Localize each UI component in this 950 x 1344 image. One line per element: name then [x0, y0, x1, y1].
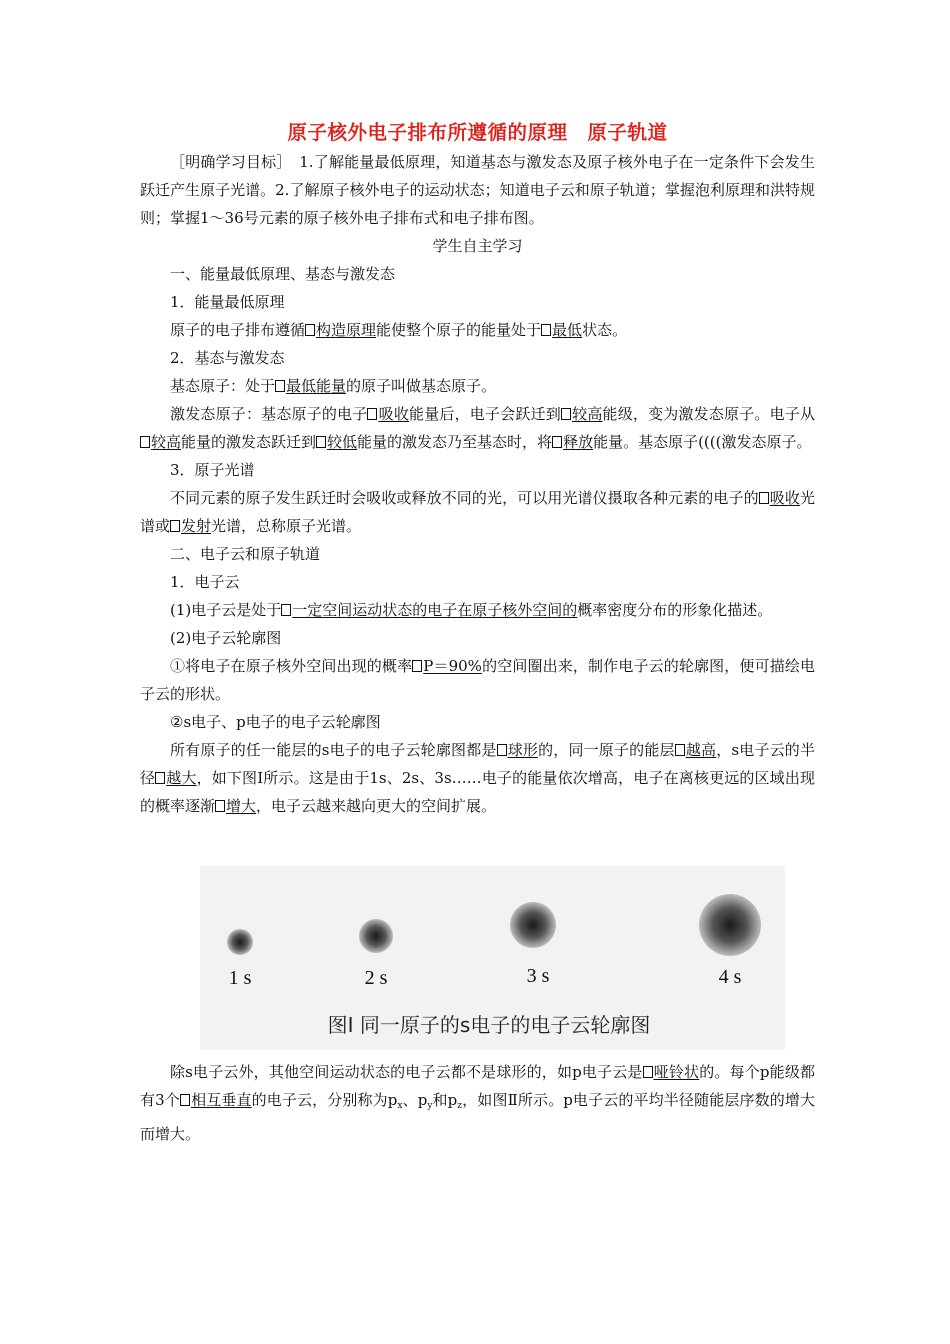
part2-heading: 二、电子云和原子轨道	[170, 545, 321, 563]
page-title: 原子核外电子排布所遵循的原理 原子轨道	[287, 121, 668, 144]
label-1s: 1 s	[228, 967, 252, 989]
paragraph	[140, 372, 815, 400]
text-run: 较低	[327, 433, 358, 451]
text-run: 能量后，电子会跃迁到	[409, 405, 561, 423]
goals-text: 1.了解能量最低原理，知道基态与激发态及原子核外电子在一定条件下会发生跃迁产生原子光谱。2.了解原子核外电子的运动状态；知道电子云和原子轨道；掌握泡利原理和洪特规则；掌握1～36号元素的原子核外电子排布式和电子排布图。	[140, 153, 815, 227]
subheading-cloud-outline: (2)电子云轮廓图	[170, 629, 282, 647]
text-run: ，s电子云的半径	[140, 741, 815, 787]
subheading-ground-excited: 2．基态与激发态	[170, 349, 285, 367]
text-run: 、p	[402, 1091, 428, 1109]
text-run: (1)电子云是处于	[170, 601, 282, 619]
blank-box	[155, 772, 165, 784]
blank-box	[552, 436, 562, 448]
blank-box	[643, 1066, 653, 1078]
text-run: 的原子叫做基态原子。	[346, 377, 497, 395]
part1-heading: 一、能量最低原理、基态与激发态	[170, 265, 396, 283]
label-4s: 4 s	[718, 966, 742, 988]
blank-box	[180, 1094, 190, 1106]
paragraph	[140, 736, 815, 820]
orbital-4s	[699, 894, 761, 956]
text-run: 哑铃状	[653, 1063, 700, 1081]
blank-box	[215, 800, 225, 812]
text-run: 释放	[563, 433, 594, 451]
subheading-s-p-cloud: ②s电子、p电子的电子云轮廓图	[170, 713, 381, 731]
text-run: 光谱或	[140, 489, 815, 535]
text-run: 所有原子的任一能层的s电子的电子云轮廓图都是	[170, 741, 497, 759]
text-run: 状态。	[582, 321, 628, 339]
text-run: 的，同一原子的能层	[538, 741, 675, 759]
paragraph	[140, 484, 815, 540]
text-run: ，电子云越来越向更大的空间扩展。	[256, 797, 497, 815]
blank-box	[367, 408, 377, 420]
text-run: ①将电子在原子核外空间出现的概率	[170, 657, 413, 675]
figure-caption: 图Ⅰ 同一原子的s电子的电子云轮廓图	[327, 1013, 651, 1037]
learning-goals	[140, 148, 815, 232]
text-run: 相互垂直	[190, 1091, 252, 1109]
text-run: 最低能量	[286, 377, 347, 395]
subheading-electron-cloud: 1．电子云	[170, 573, 240, 591]
text-run: 能量的激发态乃至基态时，将	[357, 433, 553, 451]
label-2s: 2 s	[364, 967, 388, 989]
subscript-text: x	[397, 1101, 403, 1111]
blank-box	[281, 604, 291, 616]
subheading-atomic-spectrum: 3．原子光谱	[170, 461, 255, 479]
s-orbital-figure	[200, 866, 785, 1050]
paragraph	[140, 652, 815, 708]
label-3s: 3 s	[526, 965, 550, 987]
subheading-energy-min: 1．能量最低原理	[170, 293, 285, 311]
text-run: 能级，变为激发态原子。电子从	[602, 405, 815, 423]
blank-box	[675, 744, 685, 756]
subscript-text: z	[457, 1101, 463, 1111]
paragraph	[140, 316, 815, 344]
text-run: 能量。基态原子((((激发态原子。	[593, 433, 812, 451]
blank-box	[170, 520, 180, 532]
text-run: 发射	[181, 517, 212, 535]
blank-box	[316, 436, 326, 448]
blank-box	[275, 380, 285, 392]
text-run: ，如图Ⅱ所示。p电子云的平均半径随能层序数的增大而增大。	[140, 1091, 815, 1143]
text-run: 的电子云，分别称为p	[251, 1091, 398, 1109]
blank-box	[412, 660, 422, 672]
text-run: 光谱，总称原子光谱。	[211, 517, 362, 535]
text-run: 基态原子：处于	[170, 377, 276, 395]
text-run: 增大	[226, 797, 257, 815]
text-run: 球形	[507, 741, 539, 759]
text-run: 的。每个p能级都有3个	[140, 1063, 815, 1109]
subscript-text: y	[427, 1101, 433, 1111]
orbital-1s	[227, 929, 253, 955]
text-run: 越大	[166, 769, 197, 787]
blank-box	[305, 324, 315, 336]
goals-label: ［明确学习目标］	[170, 153, 285, 171]
text-run: 的空间圈出来，制作电子云的轮廓图，便可描绘电子云的形状。	[140, 657, 815, 703]
text-run: 吸收	[769, 489, 800, 507]
text-run: 能使整个原子的能量处于	[376, 321, 542, 339]
text-run: 能量的激发态跃迁到	[181, 433, 317, 451]
blank-box	[541, 324, 551, 336]
text-run: 除s电子云外，其他空间运动状态的电子云都不是球形的，如p电子云是	[170, 1063, 643, 1081]
text-run: 概率密度分布的形象化描述。	[577, 601, 773, 619]
text-run: 一定空间运动状态的电子在原子核外空间的	[292, 601, 578, 619]
after-figure	[140, 1058, 815, 1148]
blank-box	[497, 744, 507, 756]
section-heading: 学生自主学习	[432, 237, 523, 255]
text-run: 最低	[552, 321, 583, 339]
text-run: 较高	[571, 405, 603, 423]
orbital-3s	[510, 902, 556, 948]
blank-box	[561, 408, 571, 420]
text-run: 越高	[685, 741, 717, 759]
blank-box	[759, 492, 769, 504]
text-run: 构造原理	[316, 321, 377, 339]
text-run: ，如下图Ⅰ所示。这是由于1s、2s、3s……电子的能量依次增高，电子在离核更远的区域出现的概率逐渐	[140, 769, 815, 815]
orbital-2s	[359, 919, 393, 953]
paragraph	[140, 1058, 815, 1148]
text-run: 不同元素的原子发生跃迁时会吸收或释放不同的光，可以用光谱仪摄取各种元素的电子的	[170, 489, 759, 507]
document-body	[140, 118, 815, 820]
text-run: 激发态原子：基态原子的电子	[170, 405, 368, 423]
text-run: 和p	[432, 1091, 458, 1109]
s-orbital-diagram	[200, 866, 785, 1050]
paragraph	[140, 596, 815, 624]
text-run: 原子的电子排布遵循	[170, 321, 306, 339]
blank-box	[140, 436, 150, 448]
text-run: 较高	[151, 433, 182, 451]
text-run: P＝90%	[423, 657, 482, 675]
paragraph	[140, 400, 815, 456]
text-run: 吸收	[378, 405, 410, 423]
